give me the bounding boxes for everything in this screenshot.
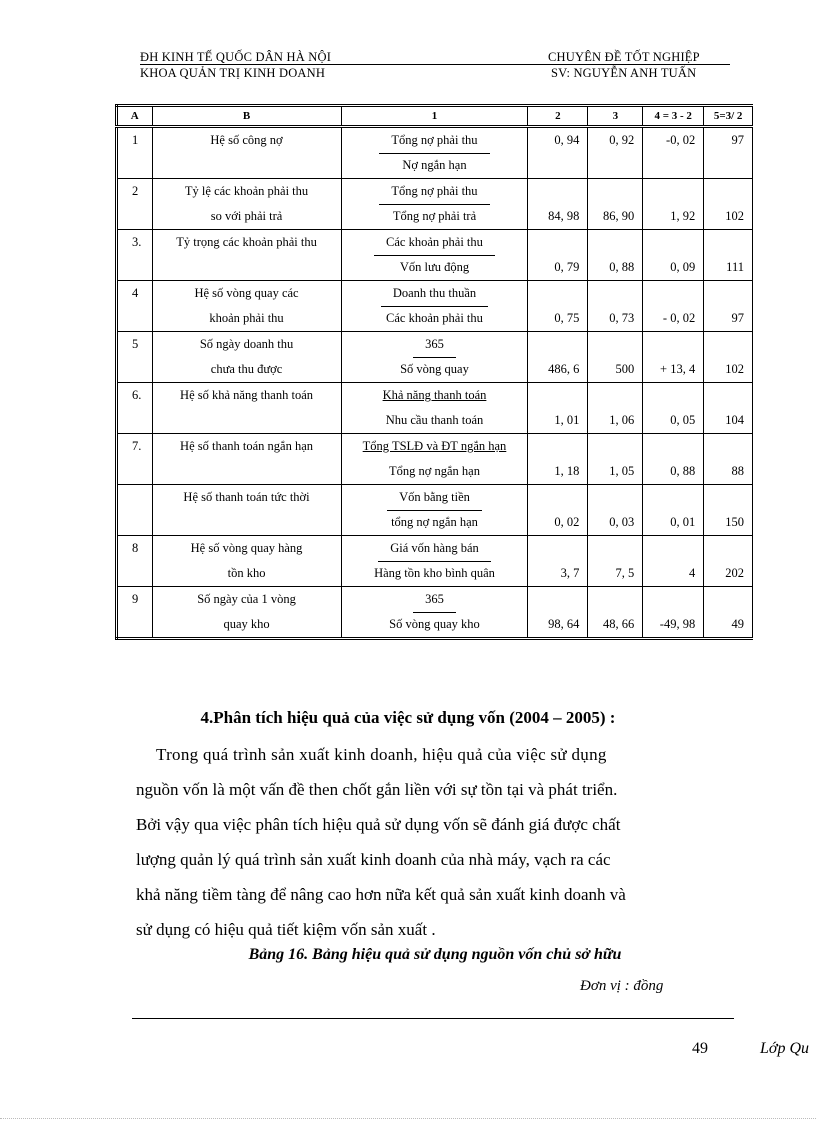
value-col-2: 0, 02 bbox=[528, 485, 588, 536]
formula-numerator: Khả năng thanh toán bbox=[382, 388, 487, 402]
formula-numerator: Tổng nợ phải thu bbox=[379, 128, 489, 154]
value-col-3: 1, 06 bbox=[588, 383, 643, 434]
value-col-4: 0, 01 bbox=[643, 485, 704, 536]
col-header-1: 1 bbox=[341, 106, 528, 127]
row-index bbox=[117, 485, 153, 536]
table-row bbox=[117, 536, 753, 587]
value-col-2: 1, 01 bbox=[528, 383, 588, 434]
value-col-3: 0, 92 bbox=[588, 127, 643, 179]
page-number: 49 bbox=[692, 1040, 708, 1057]
value-col-5: 111 bbox=[704, 230, 753, 281]
row-formula bbox=[341, 127, 528, 179]
unit-label: Đơn vị : đồng bbox=[580, 978, 664, 994]
value-col-3: 1, 05 bbox=[588, 434, 643, 485]
formula-denominator: Vốn lưu động bbox=[399, 260, 470, 274]
row-formula bbox=[341, 536, 528, 587]
row-formula bbox=[341, 281, 528, 332]
row-indicator-name: Hệ số vòng quay hàng tồn kho bbox=[152, 536, 341, 587]
value-col-3: 500 bbox=[588, 332, 643, 383]
page-edge bbox=[0, 1118, 816, 1119]
value-col-2: 486, 6 bbox=[528, 332, 588, 383]
formula-numerator: Vốn bằng tiền bbox=[387, 485, 482, 511]
row-formula bbox=[341, 179, 528, 230]
header-divider bbox=[140, 64, 730, 65]
value-col-5: 49 bbox=[704, 587, 753, 639]
formula-denominator: Số vòng quay bbox=[400, 362, 469, 376]
formula-numerator: 365 bbox=[413, 332, 456, 358]
col-header-5: 5=3/ 2 bbox=[704, 106, 753, 127]
row-indicator-name: Tỷ lệ các khoản phải thu so với phải trả bbox=[152, 179, 341, 230]
paragraph-line: Trong quá trình sản xuất kinh doanh, hiệu quả của việc sử dụng bbox=[156, 745, 607, 764]
value-col-5: 202 bbox=[704, 536, 753, 587]
formula-denominator: Số vòng quay kho bbox=[389, 617, 480, 631]
formula-numerator: Các khoản phải thu bbox=[374, 230, 495, 256]
row-formula bbox=[341, 434, 528, 485]
row-indicator-name: Hệ số thanh toán ngắn hạn bbox=[152, 434, 341, 485]
col-header-3: 3 bbox=[588, 106, 643, 127]
formula-numerator: 365 bbox=[413, 587, 456, 613]
value-col-5: 102 bbox=[704, 179, 753, 230]
value-col-3: 0, 88 bbox=[588, 230, 643, 281]
formula-denominator: Tổng nợ ngắn hạn bbox=[389, 464, 480, 478]
row-indicator-name: Hệ số vòng quay các khoản phải thu bbox=[152, 281, 341, 332]
row-indicator-name: Số ngày của 1 vòng quay kho bbox=[152, 587, 341, 639]
value-col-4: 0, 05 bbox=[643, 383, 704, 434]
value-col-3: 86, 90 bbox=[588, 179, 643, 230]
table-row bbox=[117, 434, 753, 485]
value-col-5: 97 bbox=[704, 281, 753, 332]
row-indicator-name: Tỷ trọng các khoản phải thu bbox=[152, 230, 341, 281]
value-col-4: 0, 09 bbox=[643, 230, 704, 281]
col-header-b: B bbox=[152, 106, 341, 127]
row-formula bbox=[341, 383, 528, 434]
row-index: 3. bbox=[117, 230, 153, 281]
row-index: 9 bbox=[117, 587, 153, 639]
header-faculty: KHOA QUẢN TRỊ KINH DOANH bbox=[140, 66, 326, 80]
value-col-2: 84, 98 bbox=[528, 179, 588, 230]
row-formula bbox=[341, 230, 528, 281]
value-col-4: 1, 92 bbox=[643, 179, 704, 230]
financial-ratio-table bbox=[115, 104, 753, 640]
footer-class-label: Lớp Qu bbox=[760, 1040, 809, 1057]
row-index: 7. bbox=[117, 434, 153, 485]
formula-numerator: Giá vốn hàng bán bbox=[378, 536, 491, 562]
formula-denominator: Các khoản phải thu bbox=[386, 311, 483, 325]
formula-numerator: Doanh thu thuần bbox=[381, 281, 488, 307]
row-index: 8 bbox=[117, 536, 153, 587]
paragraph-line: sử dụng có hiệu quả tiết kiệm vốn sản xuất . bbox=[136, 920, 436, 939]
section-title: 4.Phân tích hiệu quả của việc sử dụng vốn (2004 – 2005) : bbox=[200, 708, 616, 727]
value-col-5: 88 bbox=[704, 434, 753, 485]
footer-divider bbox=[132, 1018, 734, 1019]
table-row bbox=[117, 485, 753, 536]
table-row bbox=[117, 383, 753, 434]
section-paragraph bbox=[136, 737, 730, 947]
col-header-a: A bbox=[117, 106, 153, 127]
value-col-4: 4 bbox=[643, 536, 704, 587]
header-doc-type: CHUYÊN ĐỀ TỐT NGHIỆP bbox=[548, 50, 700, 64]
value-col-4: 0, 88 bbox=[643, 434, 704, 485]
value-col-5: 97 bbox=[704, 127, 753, 179]
value-col-3: 0, 73 bbox=[588, 281, 643, 332]
value-col-2: 1, 18 bbox=[528, 434, 588, 485]
table-row bbox=[117, 332, 753, 383]
value-col-5: 102 bbox=[704, 332, 753, 383]
paragraph-line: lượng quản lý quá trình sản xuất kinh doanh của nhà máy, vạch ra các bbox=[136, 850, 611, 869]
formula-denominator: tổng nợ ngắn hạn bbox=[391, 515, 478, 529]
row-index: 5 bbox=[117, 332, 153, 383]
row-formula bbox=[341, 332, 528, 383]
row-formula bbox=[341, 485, 528, 536]
value-col-2: 3, 7 bbox=[528, 536, 588, 587]
formula-denominator: Hàng tồn kho bình quân bbox=[374, 566, 495, 580]
table-row bbox=[117, 127, 753, 179]
row-indicator-name: Hệ số khả năng thanh toán bbox=[152, 383, 341, 434]
table-caption: Bảng 16. Bảng hiệu quả sử dụng nguồn vốn chủ sở hữu bbox=[248, 946, 622, 963]
table-row bbox=[117, 281, 753, 332]
row-index: 6. bbox=[117, 383, 153, 434]
value-col-5: 104 bbox=[704, 383, 753, 434]
paragraph-line: khả năng tiềm tàng để nâng cao hơn nữa kết quả sản xuất kinh doanh và bbox=[136, 885, 626, 904]
row-indicator-name: Hệ số công nợ bbox=[152, 127, 341, 179]
row-index: 2 bbox=[117, 179, 153, 230]
formula-numerator: Tổng nợ phải thu bbox=[379, 179, 489, 205]
value-col-4: -0, 02 bbox=[643, 127, 704, 179]
value-col-4: - 0, 02 bbox=[643, 281, 704, 332]
value-col-2: 0, 79 bbox=[528, 230, 588, 281]
header-school: ĐH KINH TẾ QUỐC DÂN HÀ NỘI bbox=[140, 50, 332, 64]
row-index: 4 bbox=[117, 281, 153, 332]
table-row bbox=[117, 587, 753, 639]
row-indicator-name: Hệ số thanh toán tức thời bbox=[152, 485, 341, 536]
table-header-row bbox=[117, 106, 753, 127]
paragraph-line: Bởi vậy qua việc phân tích hiệu quả sử dụng vốn sẽ đánh giá được chất bbox=[136, 815, 621, 834]
row-indicator-name: Số ngày doanh thu chưa thu được bbox=[152, 332, 341, 383]
value-col-2: 98, 64 bbox=[528, 587, 588, 639]
value-col-4: -49, 98 bbox=[643, 587, 704, 639]
row-index: 1 bbox=[117, 127, 153, 179]
formula-numerator: Tổng TSLĐ và ĐT ngắn hạn bbox=[362, 439, 507, 453]
value-col-4: + 13, 4 bbox=[643, 332, 704, 383]
formula-denominator: Nợ ngắn hạn bbox=[402, 158, 467, 172]
formula-denominator: Tổng nợ phải trả bbox=[392, 209, 477, 223]
paragraph-line: nguồn vốn là một vấn đề then chốt gắn liền với sự tồn tại và phát triển. bbox=[136, 780, 618, 799]
value-col-3: 7, 5 bbox=[588, 536, 643, 587]
value-col-3: 48, 66 bbox=[588, 587, 643, 639]
table-row bbox=[117, 230, 753, 281]
value-col-2: 0, 94 bbox=[528, 127, 588, 179]
formula-denominator: Nhu cầu thanh toán bbox=[385, 413, 484, 427]
row-formula bbox=[341, 587, 528, 639]
value-col-3: 0, 03 bbox=[588, 485, 643, 536]
value-col-2: 0, 75 bbox=[528, 281, 588, 332]
col-header-2: 2 bbox=[528, 106, 588, 127]
value-col-5: 150 bbox=[704, 485, 753, 536]
header-student: SV: NGUYỄN ANH TUẤN bbox=[551, 66, 697, 80]
table-row bbox=[117, 179, 753, 230]
col-header-4: 4 = 3 - 2 bbox=[643, 106, 704, 127]
